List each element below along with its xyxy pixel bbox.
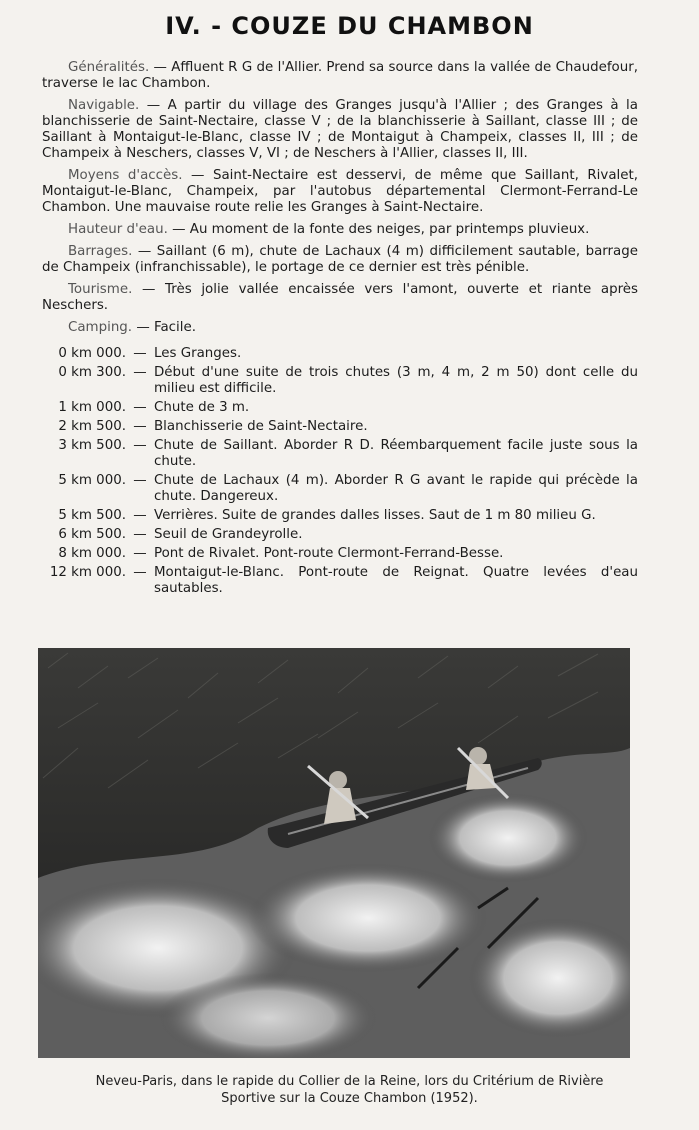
itinerary-list: [42, 346, 638, 597]
section-text: — Affluent R G de l'Allier. Prend sa source dans la vallée de Chaudefour, traverse le lac Chambon.: [42, 60, 638, 91]
itinerary-dash: —: [133, 546, 147, 561]
photo-caption: [0, 1073, 699, 1107]
section-paragraph: [42, 244, 638, 276]
section-paragraph: [42, 98, 638, 162]
itinerary-distance: 1 km 000.: [58, 400, 126, 415]
itinerary-distance: 6 km 500.: [58, 527, 126, 542]
page-title: IV. - COUZE DU CHAMBON: [165, 12, 534, 40]
section-text: — Saint-Nectaire est desservi, de même que Saillant, Rivalet, Montaigut-le-Blanc, Champeix, par l'autobus départemental Clermont-Ferrand-Le Chambon. Une mauvaise route relie les Granges à Saint-Nectaire.: [42, 168, 638, 215]
itinerary-row: [42, 346, 638, 362]
section-label: Hauteur d'eau.: [68, 222, 168, 237]
itinerary-distance: 0 km 000.: [58, 346, 126, 361]
sections: [42, 60, 638, 336]
itinerary-dash: —: [133, 400, 147, 415]
itinerary-description: Début d'une suite de trois chutes (3 m, 4 m, 2 m 50) dont celle du milieu est difficile.: [154, 365, 638, 396]
section-label: Navigable.: [68, 98, 140, 113]
itinerary-description: Seuil de Grandeyrolle.: [154, 527, 303, 542]
itinerary-dash: —: [133, 346, 147, 361]
caption-line-2: Sportive sur la Couze Chambon (1952).: [221, 1091, 478, 1106]
itinerary-description: Blanchisserie de Saint-Nectaire.: [154, 419, 368, 434]
itinerary-distance: 5 km 500.: [58, 508, 126, 523]
section-text: — Au moment de la fonte des neiges, par printemps pluvieux.: [167, 222, 590, 237]
itinerary-distance: 5 km 000.: [58, 473, 126, 488]
itinerary-description: Les Granges.: [154, 346, 242, 361]
itinerary-description: Chute de 3 m.: [154, 400, 250, 415]
itinerary-dash: —: [133, 438, 147, 453]
section-text: — A partir du village des Granges jusqu'à l'Allier ; des Granges à la blanchisserie de Saint-Nectaire, classe V ; de la blanchisserie à Saillant, classe III ; de Saillant à Montaigut-le-Blanc, classe IV ; de Montaigut à Champeix, classes II, III ; de Champeix à Neschers, classes V, VI ; de Neschers à l'Allier, classes II, III.: [42, 98, 638, 161]
itinerary-distance: 12 km 000.: [49, 565, 126, 580]
section-paragraph: [42, 60, 638, 92]
itinerary-row: [42, 527, 638, 543]
itinerary-distance: 3 km 500.: [58, 438, 126, 453]
section-label: Camping.: [68, 320, 133, 335]
section-paragraph: [42, 222, 638, 238]
itinerary-distance: 8 km 000.: [58, 546, 126, 561]
section-paragraph: [42, 320, 638, 336]
section-text: — Saillant (6 m), chute de Lachaux (4 m) difficilement sautable, barrage de Champeix (infranchissable), le portage de ce dernier est très pénible.: [42, 244, 638, 275]
section-paragraph: [42, 168, 638, 216]
section-label: Tourisme.: [68, 282, 133, 297]
caption-line-1: Neveu-Paris, dans le rapide du Collier de la Reine, lors du Critérium de Rivière: [95, 1074, 604, 1089]
section-text: — Très jolie vallée encaissée vers l'amont, ouverte et riante après Neschers.: [42, 282, 638, 313]
body-text: [42, 60, 638, 600]
itinerary-row: [42, 419, 638, 435]
photo-illustration: [38, 648, 630, 1058]
itinerary-row: [42, 508, 638, 524]
itinerary-dash: —: [133, 508, 147, 523]
itinerary-row: [42, 365, 638, 397]
itinerary-distance: 2 km 500.: [58, 419, 126, 434]
itinerary-row: [42, 438, 638, 470]
itinerary-row: [42, 565, 638, 597]
itinerary-row: [42, 473, 638, 505]
section-label: Généralités.: [68, 60, 150, 75]
section-label: Barrages.: [68, 244, 133, 259]
section-label: Moyens d'accès.: [68, 168, 183, 183]
itinerary-row: [42, 546, 638, 562]
itinerary-row: [42, 400, 638, 416]
itinerary-description: Montaigut-le-Blanc. Pont-route de Reignat. Quatre levées d'eau sautables.: [154, 565, 638, 596]
section-paragraph: [42, 282, 638, 314]
itinerary-dash: —: [133, 527, 147, 542]
photo-canoe-rapids: [38, 648, 630, 1058]
itinerary-dash: —: [133, 473, 147, 488]
itinerary-dash: —: [133, 419, 147, 434]
itinerary-dash: —: [133, 565, 147, 580]
itinerary-description: Pont de Rivalet. Pont-route Clermont-Ferrand-Besse.: [154, 546, 504, 561]
itinerary-description: Chute de Lachaux (4 m). Aborder R G avant le rapide qui précède la chute. Dangereux.: [154, 473, 638, 504]
section-text: — Facile.: [132, 320, 196, 335]
itinerary-dash: —: [133, 365, 147, 380]
itinerary-description: Chute de Saillant. Aborder R D. Réembarquement facile juste sous la chute.: [154, 438, 638, 469]
itinerary-description: Verrières. Suite de grandes dalles lisses. Saut de 1 m 80 milieu G.: [154, 508, 596, 523]
itinerary-distance: 0 km 300.: [58, 365, 126, 380]
